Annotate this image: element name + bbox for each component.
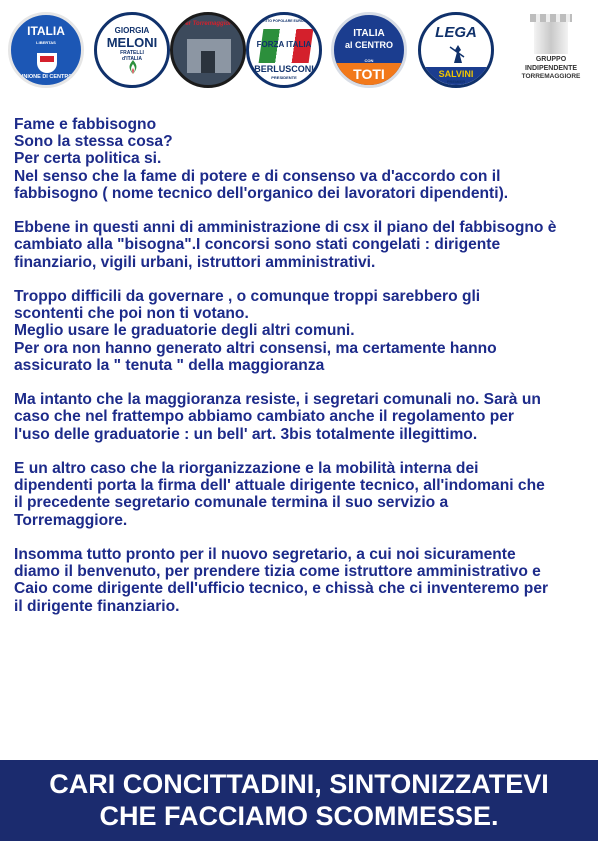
gruppo-logo-line3: TORREMAGGIORE (521, 73, 581, 80)
fi-logo-sub: PRESIDENTE (271, 75, 297, 80)
party-logos-row (0, 0, 598, 105)
fi-logo-top: PARTITO POPOLARE EUROPEO (256, 19, 312, 23)
fdi-logo-sub2: d'ITALIA (122, 56, 142, 62)
warrior-icon (448, 43, 468, 65)
udc-logo (8, 12, 84, 88)
udc-logo-top: ITALIA (27, 24, 65, 38)
lega-logo-title: LEGA (435, 24, 477, 41)
footer-banner (0, 760, 598, 841)
fdi-logo-top: GIORGIA (114, 26, 150, 35)
lega-logo-name: SALVINI (438, 69, 474, 79)
paragraph-1: Fame e fabbisogno Sono la stessa cosa? Per certa politica si. Nel senso che la fame di potere e di consenso va d'accordo con il fabbisogno ( nome tecnico dell'organico dei lavoratori dipendenti). (14, 116, 509, 202)
udc-logo-bottom: UNIONE DI CENTRO (19, 74, 73, 80)
udc-logo-inner: LIBERTAS (36, 40, 56, 45)
gruppo-logo-line1: GRUPPO (535, 56, 567, 63)
civic-list-logo (170, 12, 246, 88)
fdi-logo-sub1: FRATELLI (120, 50, 144, 56)
paragraph-6: Insomma tutto pronto per il nuovo segretario, a cui noi sicuramente diamo il benvenuto, per prendere tizia come istruttore amministrativo e Caio come dirigente dell'ufficio tecnico, e chissà che ci inventeremo per il dirigente finanziario. (14, 546, 549, 615)
iac-logo-name: TOTI (353, 66, 385, 82)
fi-logo-name: BERLUSCONI (254, 64, 314, 74)
fdi-logo (94, 12, 170, 88)
iac-logo-line1: ITALIA (353, 28, 385, 39)
italia-al-centro-logo (331, 12, 407, 88)
lega-logo (418, 12, 494, 88)
paragraph-4: Ma intanto che la maggioranza resiste, i segretari comunali no. Sarà un caso che nel frattempo abbiamo cambiato anche il regolamento per l'uso delle graduatorie : un bell' art. 3bis totalmente illegittimo. (14, 391, 541, 443)
paragraph-5: E un altro caso che la riorganizzazione e la mobilità interna dei dipendenti porta la firma dell' attuale dirigente tecnico, all'indomani che il precedente segretario comunale termina il suo servizio a Torremaggiore. (14, 460, 545, 529)
fi-logo-mid: FORZA ITALIA (256, 40, 312, 49)
lega-logo-sub: PREMIER (446, 79, 466, 84)
footer-line-2: CHE FACCIAMO SCOMMESSE. (99, 801, 499, 831)
gruppo-logo-line2: INDIPENDENTE (524, 65, 578, 72)
gruppo-indipendente-logo (510, 12, 592, 88)
iac-logo-line2: al CENTRO (344, 40, 393, 50)
footer-line-1: CARI CONCITTADINI, SINTONIZZATEVI (49, 769, 549, 799)
tower-icon (534, 14, 568, 54)
forza-italia-logo (246, 12, 322, 88)
flyer-body (14, 116, 590, 632)
civic-logo-text: Per Torremaggiore (181, 21, 235, 27)
iac-logo-con: CON (364, 58, 374, 63)
paragraph-3: Troppo difficili da governare , o comunque troppi sarebbero gli scontenti che poi non ti votano. Meglio usare le graduatorie degli altri comuni. Per ora non hanno generato altri consensi, ma certamente hanno assicurato la " tenuta " della maggioranza (14, 288, 497, 374)
shield-icon (37, 53, 57, 73)
fdi-logo-name: MELONI (106, 35, 158, 50)
paragraph-2: Ebbene in questi anni di amministrazione di csx il piano del fabbisogno è cambiato alla "bisogna".I concorsi sono stati congelati : dirigente finanziario, vigili urbani, istruttori amministrativi. (14, 219, 557, 271)
building-icon (187, 39, 231, 73)
